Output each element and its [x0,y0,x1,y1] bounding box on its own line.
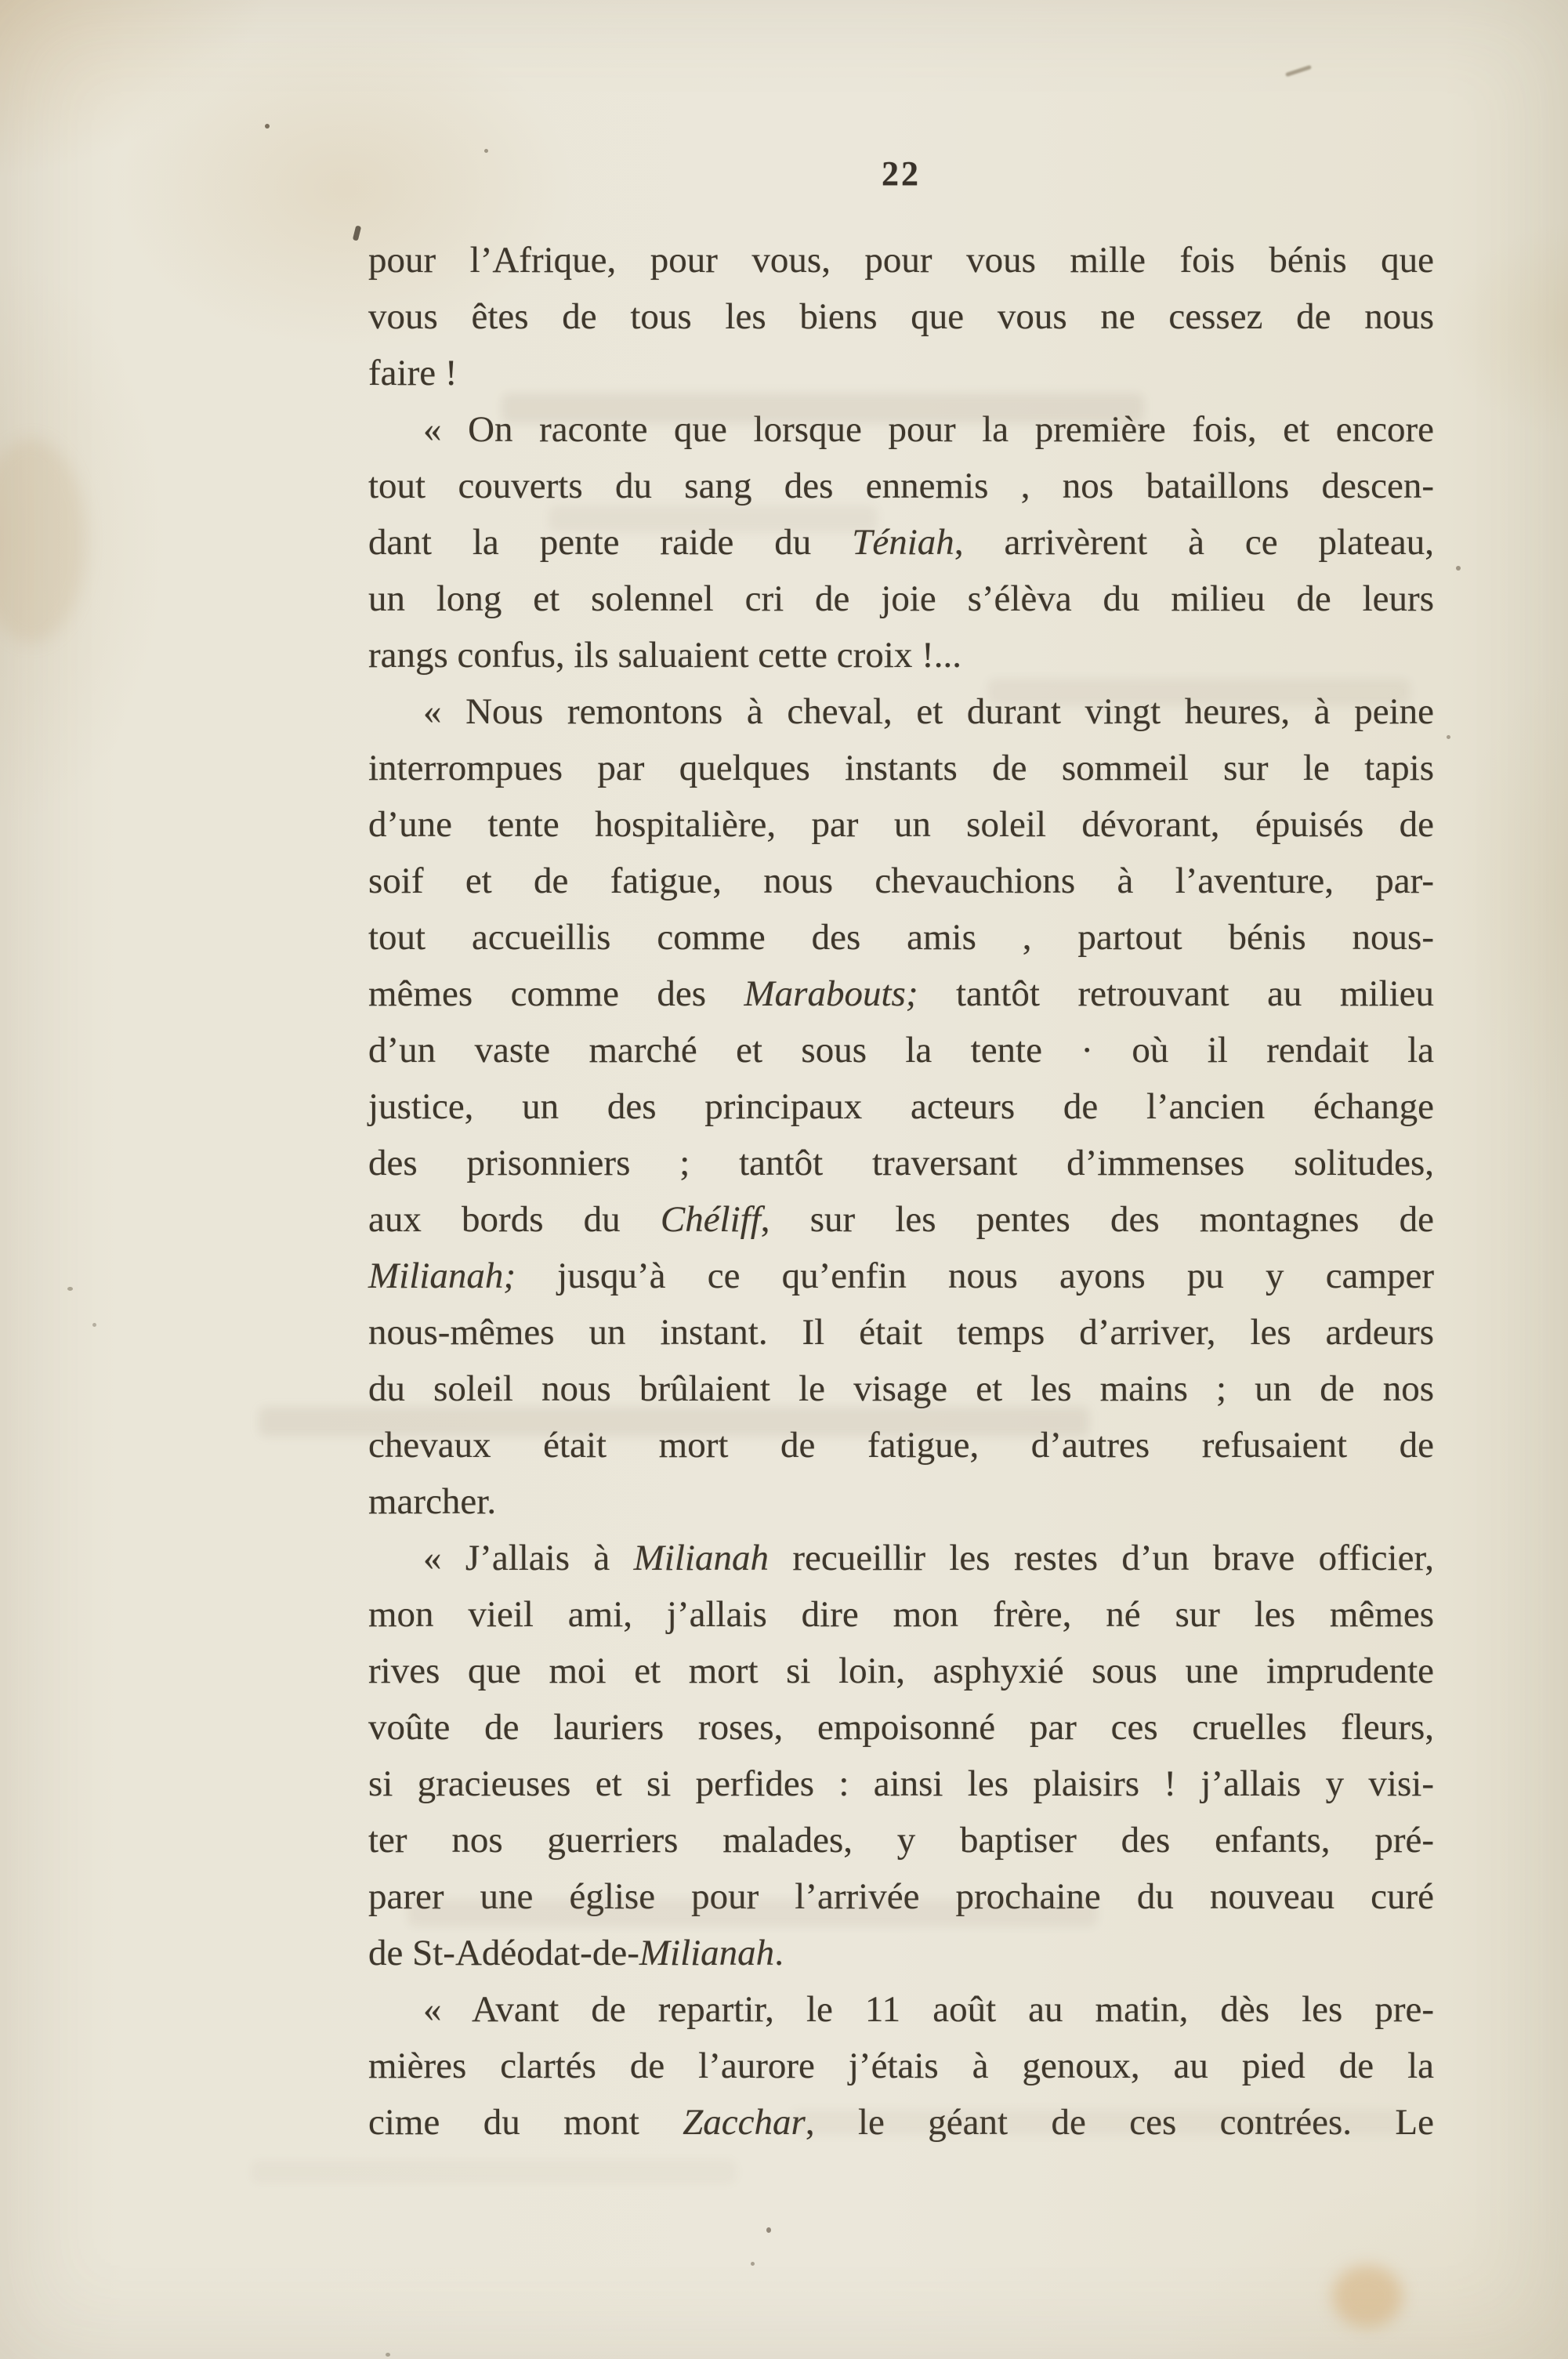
text-segment: rives que moi et mort si loin, asphyxié sous une imprudente [368,1651,1434,1691]
text-line-31 [368,1925,1434,1981]
speck [766,2227,771,2233]
speck [67,1287,73,1291]
text-segment: chevaux était mort de fatigue, d’autres refusaient de [368,1425,1434,1466]
text-segment: dant la pente raide du [368,522,853,563]
text-segment: voûte de lauriers roses, empoisonné par ces cruelles fleurs, [368,1707,1434,1748]
text-segment: vous êtes de tous les biens que vous ne cessez de nous [368,296,1434,337]
text-segment: recueillir les restes d’un brave officier, [768,1538,1434,1578]
text-segment: tout accueillis comme des amis , partout bénis nous- [368,917,1434,958]
speck [265,124,270,129]
text-segment: , le géant de ces contrées. Le [805,2102,1434,2143]
text-line-10 [368,740,1434,796]
text-line-11 [368,796,1434,853]
text-segment: d’un vaste marché et sous la tente · où il rendait la [368,1030,1434,1071]
text-segment: « J’allais à [423,1538,634,1578]
speck [1447,735,1450,739]
text-segment: marcher. [368,1481,497,1522]
show-through-band [549,506,878,532]
text-line-32 [368,1981,1434,2038]
text-segment: tout couverts du sang des ennemis , nos bataillons descen- [368,466,1434,506]
text-line-2 [368,288,1434,345]
show-through-band [987,679,1410,705]
text-segment: cime du mont [368,2102,683,2143]
text-segment: aux bords du [368,1199,661,1240]
text-segment: , arrivèrent à ce plateau, [954,522,1434,563]
text-segment: , sur les pentes des montagnes de [760,1199,1434,1240]
text-segment: rangs confus, ils saluaient cette croix !... [368,635,961,676]
text-line-23 [368,1473,1434,1530]
speck [484,149,488,153]
show-through-band [251,2160,737,2183]
speck [1456,566,1461,571]
text-line-29 [368,1812,1434,1868]
text-line-17 [368,1135,1434,1191]
italic-text: Milianah; [368,1256,516,1296]
text-line-12 [368,853,1434,909]
text-segment: jusqu’à ce qu’enfin nous ayons pu y camper [515,1256,1434,1296]
text-line-14 [368,966,1434,1022]
text-line-28 [368,1756,1434,1812]
text-line-24 [368,1530,1434,1586]
speck [92,1323,96,1327]
text-segment: du soleil nous brûlaient le visage et les mains ; un de nos [368,1368,1434,1409]
text-segment: parer une église pour l’arrivée prochaine du nouveau curé [368,1876,1434,1917]
stain-left-edge [0,439,86,643]
italic-text: Zacchar [683,2102,806,2143]
italic-text: Milianah [633,1538,769,1578]
ink-mark [353,225,361,241]
italic-text: Marabouts; [744,973,918,1014]
italic-text: Téniah [852,522,954,563]
show-through-band [502,393,1144,423]
stain-bottom-right [1332,2265,1403,2328]
text-segment: ter nos guerriers malades, y baptiser des enfants, pré- [368,1820,1434,1861]
speck [386,2353,390,2357]
text-line-8 [368,627,1434,683]
text-segment: de St-Adéodat-de- [368,1933,639,1973]
text-segment: d’une tente hospitalière, par un soleil dévorant, épuisés de [368,804,1434,845]
text-segment: . [774,1933,784,1973]
text-line-25 [368,1586,1434,1643]
text-line-15 [368,1022,1434,1078]
text-segment: nous-mêmes un instant. Il était temps d’arriver, les ardeurs [368,1312,1434,1353]
text-line-27 [368,1699,1434,1756]
text-line-6 [368,514,1434,571]
text-segment: mêmes comme des [368,973,744,1014]
text-line-7 [368,571,1434,627]
text-segment: faire ! [368,353,458,393]
show-through-band [791,2110,1403,2135]
text-segment: « On raconte que lorsque pour la première fois, et encore [423,409,1434,450]
text-segment: « Avant de repartir, le 11 août au matin, dès les pre- [423,1989,1434,2030]
text-line-26 [368,1643,1434,1699]
text-line-1 [368,232,1434,288]
text-segment: mières clartés de l’aurore j’étais à genoux, au pied de la [368,2046,1434,2086]
text-line-16 [368,1078,1434,1135]
text-line-18 [368,1191,1434,1248]
text-segment: mon vieil ami, j’allais dire mon frère, né sur les mêmes [368,1594,1434,1635]
show-through-band [407,1900,1097,1926]
scratch-mark [1285,65,1312,77]
text-segment: pour l’Afrique, pour vous, pour vous mille fois bénis que [368,240,1434,281]
text-line-13 [368,909,1434,966]
text-line-20 [368,1304,1434,1361]
speck [751,2262,755,2266]
text-line-19 [368,1248,1434,1304]
body-text [368,232,1434,2151]
page-number: 22 [882,154,921,193]
text-segment: interrompues par quelques instants de sommeil sur le tapis [368,748,1434,788]
text-segment: un long et solennel cri de joie s’élèva du milieu de leurs [368,578,1434,619]
text-segment: « Nous remontons à cheval, et durant vingt heures, à peine [423,691,1434,732]
text-segment: justice, un des principaux acteurs de l’ancien échange [368,1086,1434,1127]
show-through-band [259,1407,1089,1437]
text-segment: tantôt retrouvant au milieu [918,973,1434,1014]
text-line-33 [368,2038,1434,2094]
italic-text: Milianah [639,1933,775,1973]
text-segment: si gracieuses et si perfides : ainsi les plaisirs ! j’allais y visi- [368,1763,1434,1804]
text-segment: des prisonniers ; tantôt traversant d’immenses solitudes, [368,1143,1434,1183]
text-segment: soif et de fatigue, nous chevauchions à l’aventure, par- [368,861,1434,901]
italic-text: Chéliff [660,1199,761,1240]
text-line-5 [368,458,1434,514]
